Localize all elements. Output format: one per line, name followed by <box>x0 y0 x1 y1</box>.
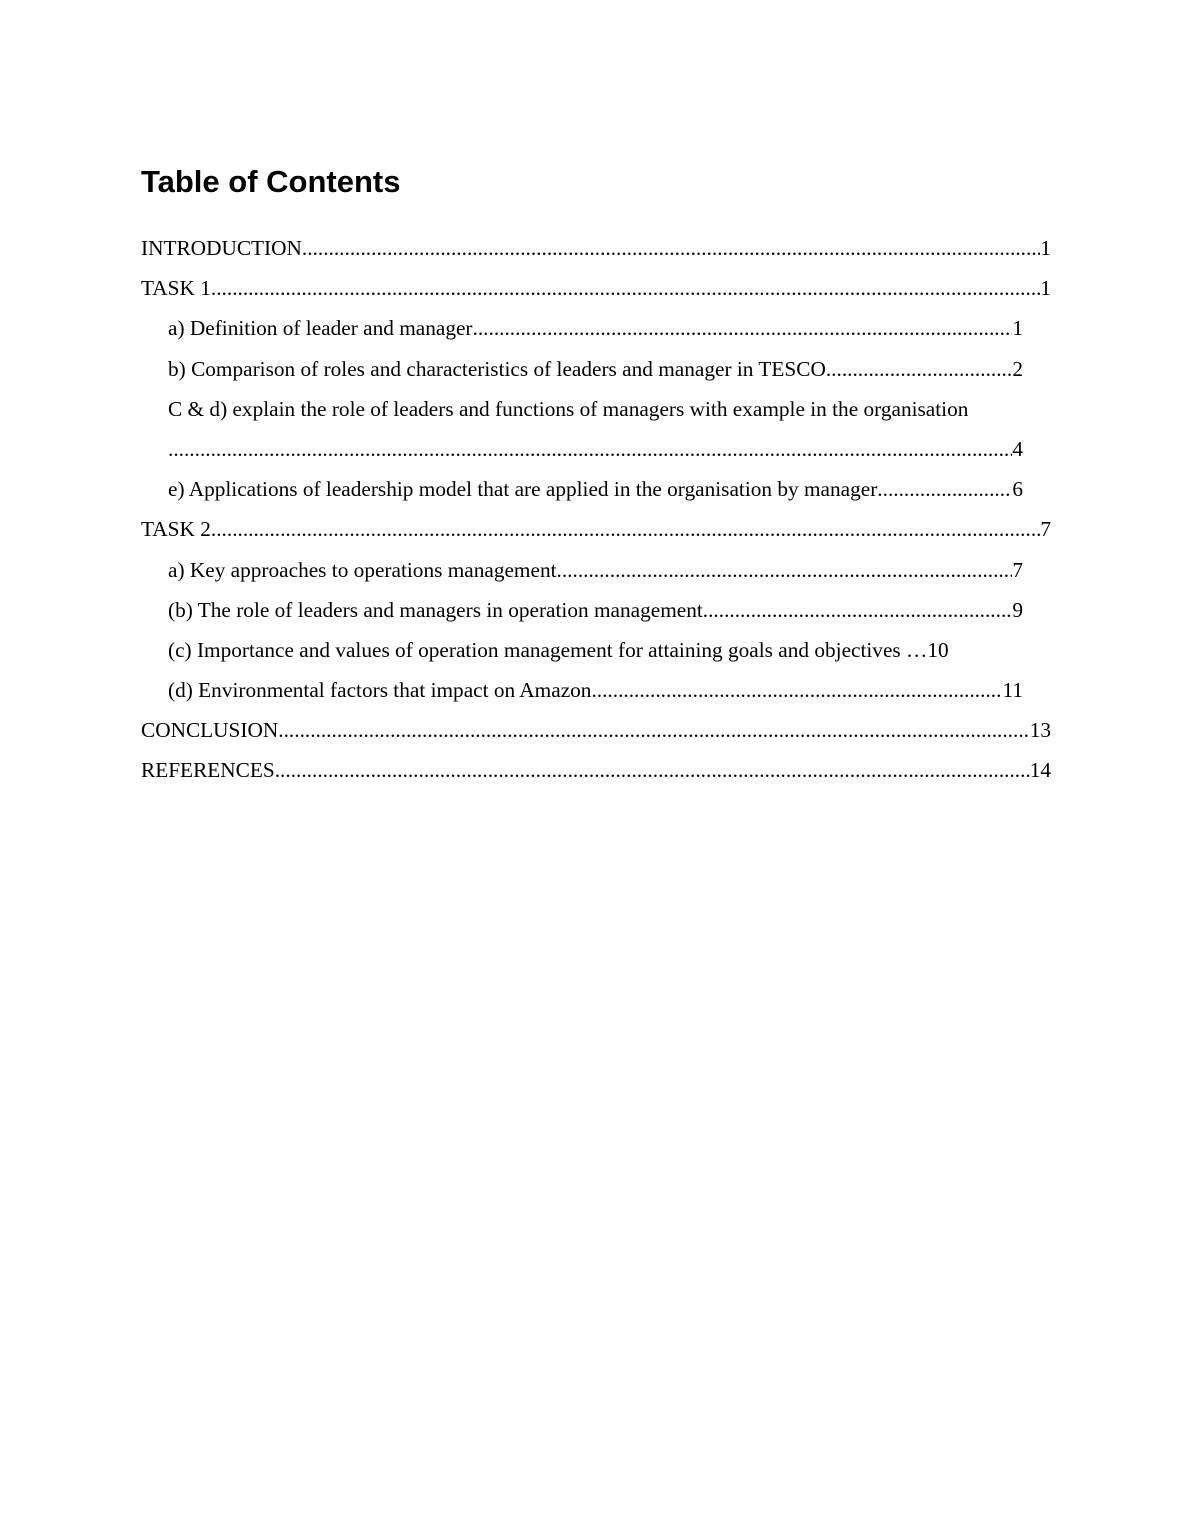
dot-leader <box>211 509 1040 549</box>
toc-entry-label: (b) The role of leaders and managers in operation management <box>168 597 703 622</box>
toc-entry-references[interactable] <box>141 750 1051 790</box>
dot-leader <box>168 429 1012 469</box>
toc-entry-label: REFERENCES <box>141 758 275 783</box>
document-page <box>141 162 1051 791</box>
dot-leader <box>211 268 1040 308</box>
dot-leader <box>703 590 1013 630</box>
dot-leader <box>473 308 1013 348</box>
dot-leader <box>826 349 1013 389</box>
toc-entry-page: 13 <box>1029 718 1051 743</box>
toc-entry-label: e) Applications of leadership model that are applied in the organisation by manager <box>168 477 878 502</box>
toc-entry-label: b) Comparison of roles and characteristics of leaders and manager in TESCO <box>168 356 826 381</box>
toc-entry-page: 1 <box>1040 236 1051 260</box>
toc-entry-task-2-d[interactable] <box>168 670 1023 710</box>
toc-entry-page: 11 <box>1002 678 1023 703</box>
toc-entry-task-2-b[interactable] <box>168 590 1023 630</box>
toc-entry-label: INTRODUCTION <box>141 236 302 260</box>
toc-entry-label: (c) Importance and values of operation management for attaining goals and objectives … <box>168 637 928 662</box>
toc-entry-page: 4 <box>1012 436 1023 461</box>
toc-entry-conclusion[interactable] <box>141 710 1051 750</box>
toc-entry-task-1-b[interactable] <box>168 349 1023 389</box>
toc-entry-page: 7 <box>1012 557 1023 582</box>
toc-entry-task-1[interactable] <box>141 268 1051 308</box>
toc-entry-label: C & d) explain the role of leaders and functions of managers with example in the organisation <box>168 396 969 421</box>
toc-entry-page: 1 <box>1012 316 1023 341</box>
toc-entry-label: TASK 1 <box>141 276 211 301</box>
dot-leader <box>302 228 1040 268</box>
toc-entry-task-2-a[interactable] <box>168 550 1023 590</box>
toc-entry-task-2-c[interactable] <box>168 630 1023 670</box>
toc-entry-label: a) Definition of leader and manager <box>168 316 473 341</box>
toc-entry-label: CONCLUSION <box>141 718 279 743</box>
toc-entry-label: a) Key approaches to operations management <box>168 557 557 582</box>
toc-entry-introduction[interactable] <box>141 228 1051 268</box>
toc-entry-page: 2 <box>1012 356 1023 381</box>
dot-leader <box>275 750 1030 790</box>
toc-entry-page: 14 <box>1029 758 1051 783</box>
toc-entry-task-1-e[interactable] <box>168 469 1023 509</box>
toc-list <box>141 228 1051 791</box>
toc-title: Table of Contents <box>141 164 401 199</box>
toc-entry-page: 9 <box>1012 597 1023 622</box>
toc-entry-page: 10 <box>927 637 949 662</box>
dot-leader <box>557 550 1013 590</box>
dot-leader <box>278 710 1029 750</box>
toc-entry-page: 1 <box>1040 276 1051 301</box>
toc-entry-label: (d) Environmental factors that impact on Amazon <box>168 678 592 703</box>
toc-entry-task-1-a[interactable] <box>168 308 1023 348</box>
dot-leader <box>877 469 1012 509</box>
toc-entry-task-1-cd[interactable] <box>168 389 1023 469</box>
toc-entry-label: TASK 2 <box>141 517 211 542</box>
dot-leader <box>591 670 1002 710</box>
toc-entry-task-2[interactable] <box>141 509 1051 549</box>
toc-entry-page: 6 <box>1012 477 1023 502</box>
toc-entry-page: 7 <box>1040 517 1051 542</box>
